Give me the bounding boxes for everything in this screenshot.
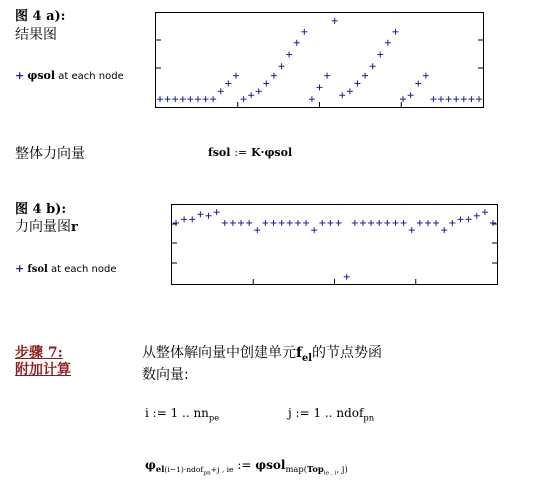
legend-suffix: at each node	[51, 264, 117, 275]
data-point	[238, 220, 244, 226]
data-point	[385, 40, 391, 46]
assign-expression: $\varphi_{el(i-1)\cdot ndof_{pn}+j , ie}$ := φsol$_{map(Top_{ie , i}, j)}$	[145, 458, 348, 478]
fig4b-legend	[15, 262, 116, 275]
data-point	[468, 96, 474, 102]
data-point	[457, 216, 463, 222]
data-point	[256, 88, 262, 94]
desc-var	[296, 345, 312, 364]
range-j-sub: pn	[363, 412, 375, 423]
fig4b-label: 图 4 b):	[15, 202, 67, 217]
data-point	[222, 220, 228, 226]
data-point	[344, 274, 350, 280]
data-point	[230, 220, 236, 226]
assign-tail: , j	[336, 464, 345, 475]
data-point	[172, 96, 178, 102]
fig4b-sublabel-text: 力向量图	[15, 219, 71, 235]
data-point	[173, 220, 179, 226]
data-point	[324, 73, 330, 79]
data-point	[279, 63, 285, 69]
legend-marker: +	[15, 262, 25, 275]
data-point	[157, 96, 163, 102]
data-point	[392, 220, 398, 226]
assign-top-sub: ie , i	[323, 471, 337, 478]
assign-index: (i−1)·ndof	[164, 465, 204, 475]
assign-rhs: φsol	[255, 458, 286, 472]
data-point	[271, 220, 277, 226]
data-point	[309, 96, 315, 102]
data-point	[423, 73, 429, 79]
range-i	[145, 406, 219, 422]
desc-pre: 从整体解向量中创建单元	[142, 345, 296, 361]
data-point	[165, 96, 171, 102]
data-point	[430, 96, 436, 102]
data-point	[263, 81, 269, 87]
data-point	[482, 209, 488, 215]
data-point	[327, 220, 333, 226]
data-point	[319, 220, 325, 226]
data-point	[370, 63, 376, 69]
data-point	[461, 96, 467, 102]
fig4a-plot-svg	[156, 13, 483, 107]
data-point	[401, 220, 407, 226]
data-point	[377, 52, 383, 58]
assign-lhs-sub: el	[155, 464, 165, 475]
data-point	[453, 96, 459, 102]
data-point	[332, 18, 338, 24]
data-point	[415, 81, 421, 87]
fig4b-sublabel-var: r	[71, 220, 78, 235]
desc-var-main: f	[296, 345, 303, 361]
data-point	[286, 52, 292, 58]
data-point	[262, 220, 268, 226]
data-point	[441, 227, 447, 233]
data-point	[197, 211, 203, 217]
expr-lhs: fsol	[208, 146, 231, 159]
data-point	[347, 88, 353, 94]
data-point	[301, 29, 307, 35]
data-point	[206, 213, 212, 219]
data-point	[352, 220, 358, 226]
legend-marker: +	[15, 69, 25, 82]
data-point	[474, 213, 480, 219]
data-point	[425, 220, 431, 226]
data-point	[218, 88, 224, 94]
fig4b-plot-svg	[172, 205, 497, 284]
assign-op: :=	[237, 458, 252, 472]
data-point	[376, 220, 382, 226]
range-j	[288, 406, 374, 422]
data-point	[210, 96, 216, 102]
data-point	[360, 220, 366, 226]
assign-lhs: φ	[145, 458, 156, 472]
data-point	[187, 96, 193, 102]
expr-op: :=	[234, 146, 248, 159]
step7-title-line2: 附加计算	[15, 362, 71, 378]
assign-index-tail: +j , ie	[210, 465, 234, 475]
legend-suffix: at each node	[58, 71, 124, 82]
fig4a-plot	[155, 12, 484, 108]
data-point	[295, 220, 301, 226]
data-point	[180, 96, 186, 102]
data-point	[408, 92, 414, 98]
data-point	[254, 227, 260, 233]
legend-variable: φsol	[27, 69, 56, 82]
data-point	[189, 216, 195, 222]
data-point	[466, 216, 472, 222]
data-point	[271, 73, 277, 79]
data-point	[384, 220, 390, 226]
data-point	[195, 96, 201, 102]
step7-title-line1: 步骤 7:	[15, 345, 63, 361]
fig4a-sublabel: 结果图	[15, 27, 57, 43]
data-point	[392, 29, 398, 35]
data-point	[181, 216, 187, 222]
data-point	[362, 73, 368, 79]
fig4a-legend	[15, 69, 124, 82]
range-i-text: i := 1 .. nn	[145, 406, 209, 420]
data-point	[294, 40, 300, 46]
data-point	[476, 96, 482, 102]
data-point	[449, 220, 455, 226]
data-point	[438, 96, 444, 102]
data-point	[287, 220, 293, 226]
data-point	[233, 73, 239, 79]
data-point	[279, 220, 285, 226]
range-j-text: j := 1 .. ndof	[288, 406, 364, 420]
fig4a-label: 图 4 a):	[15, 9, 66, 24]
fig4b-sublabel	[15, 216, 78, 236]
desc-post: 的节点势函	[312, 345, 382, 361]
legend-variable: fsol	[27, 264, 48, 275]
data-point	[311, 227, 317, 233]
data-point	[400, 96, 406, 102]
data-point	[303, 220, 309, 226]
data-point	[433, 220, 439, 226]
data-point	[317, 84, 323, 90]
data-point	[241, 96, 247, 102]
range-i-sub: pe	[208, 412, 220, 423]
assign-top: Top	[307, 464, 324, 475]
data-point	[339, 92, 345, 98]
data-point	[248, 92, 254, 98]
data-point	[214, 209, 220, 215]
desc-var-sub: el	[302, 352, 312, 364]
data-point	[409, 227, 415, 233]
data-point	[446, 96, 452, 102]
global-force-label: 整体力向量	[15, 146, 85, 162]
global-force-expression	[208, 146, 292, 159]
step7-desc-line1	[142, 342, 382, 364]
data-point	[354, 81, 360, 87]
data-point	[417, 220, 423, 226]
data-point	[246, 220, 252, 226]
data-point	[368, 220, 374, 226]
fig4b-plot	[171, 204, 498, 285]
data-point	[203, 96, 209, 102]
assign-index-sub: pn	[203, 471, 211, 478]
assign-rhs-sub: map	[285, 464, 304, 475]
step7-desc-line2: 数向量:	[142, 367, 189, 383]
data-point	[225, 81, 231, 87]
data-point	[490, 220, 496, 226]
expr-rhs: K·φsol	[251, 146, 293, 159]
data-point	[336, 220, 342, 226]
